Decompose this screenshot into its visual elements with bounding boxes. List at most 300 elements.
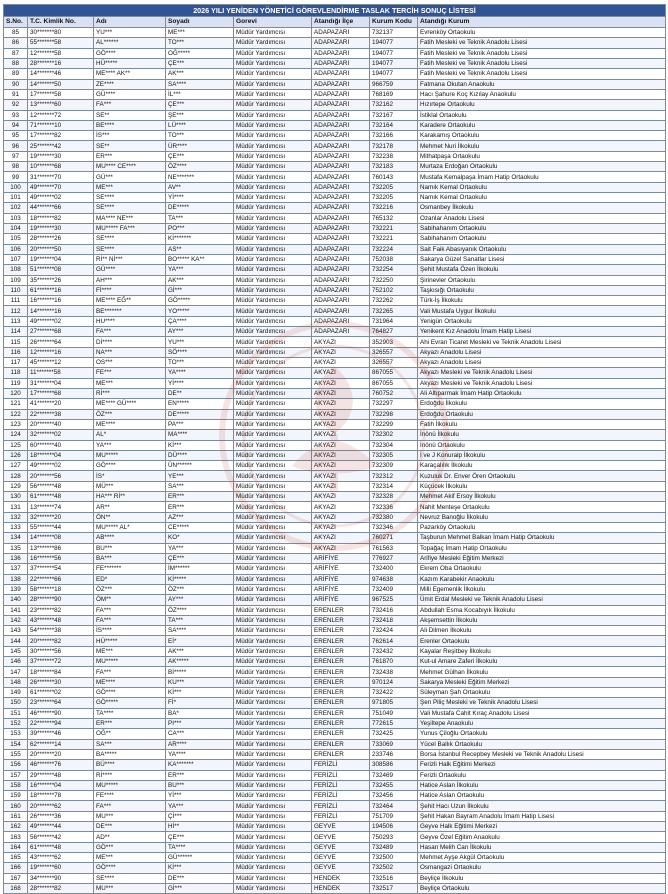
- cell-tc-no: 18*******84: [28, 667, 94, 677]
- cell-sno: 134: [4, 533, 28, 543]
- cell-name: AL*: [94, 430, 166, 440]
- cell-tc-no: 17*******58: [28, 89, 94, 99]
- cell-institution-code: 732314: [370, 481, 418, 491]
- cell-institution: Milli Egemenlik İlkokulu: [418, 584, 666, 594]
- cell-institution: Yunus Çiloğlu Ortaokulu: [418, 729, 666, 739]
- cell-institution-code: 732516: [370, 873, 418, 883]
- cell-institution: Taşburun Mehmet Balkan İmam Hatip Ortaokulu: [418, 533, 666, 543]
- cell-institution: Fatih İlkokulu: [418, 419, 666, 429]
- cell-name: MU***: [94, 811, 166, 821]
- cell-surname: ÇA****: [166, 316, 234, 326]
- cell-institution-code: 732137: [370, 28, 418, 38]
- cell-district: AKYAZI: [312, 440, 370, 450]
- cell-name: MU*****: [94, 780, 166, 790]
- cell-district: AKYAZI: [312, 461, 370, 471]
- cell-district: AKYAZI: [312, 543, 370, 553]
- cell-duty: Müdür Yardımcısı: [234, 863, 312, 873]
- cell-surname: ME***: [166, 28, 234, 38]
- cell-institution-code: 732380: [370, 512, 418, 522]
- cell-district: ADAPAZARI: [312, 120, 370, 130]
- cell-sno: 156: [4, 760, 28, 770]
- cell-name: FA***: [94, 615, 166, 625]
- cell-tc-no: 49*******44: [28, 822, 94, 832]
- table-row: [4, 296, 666, 306]
- cell-duty: Müdür Yardımcısı: [234, 430, 312, 440]
- cell-sno: 112: [4, 306, 28, 316]
- cell-name: MÜ***: [94, 481, 166, 491]
- cell-surname: ÜN******: [166, 461, 234, 471]
- cell-district: AKYAZI: [312, 533, 370, 543]
- cell-institution: Hatice Aslan Ortaokulu: [418, 791, 666, 801]
- cell-tc-no: 14*******46: [28, 69, 94, 79]
- cell-surname: ER***: [166, 492, 234, 502]
- cell-district: AKYAZI: [312, 388, 370, 398]
- cell-sno: 130: [4, 492, 28, 502]
- cell-duty: Müdür Yardımcısı: [234, 223, 312, 233]
- cell-tc-no: 10*******68: [28, 162, 94, 172]
- cell-duty: Müdür Yardımcısı: [234, 347, 312, 357]
- cell-duty: Müdür Yardımcısı: [234, 141, 312, 151]
- cell-surname: DÜ****: [166, 450, 234, 460]
- cell-sno: 152: [4, 718, 28, 728]
- cell-sno: 131: [4, 502, 28, 512]
- cell-name: FE****: [94, 791, 166, 801]
- cell-district: ADAPAZARI: [312, 58, 370, 68]
- cell-duty: Müdür Yardımcısı: [234, 48, 312, 58]
- cell-surname: TA****: [166, 842, 234, 852]
- cell-district: AKYAZI: [312, 523, 370, 533]
- cell-name: FA***: [94, 605, 166, 615]
- cell-tc-no: 49*******02: [28, 461, 94, 471]
- cell-institution-code: 732424: [370, 626, 418, 636]
- cell-institution: Mithatpaşa Ortaokulu: [418, 151, 666, 161]
- table-row: [4, 533, 666, 543]
- table-row: [4, 265, 666, 275]
- cell-institution-code: 762614: [370, 636, 418, 646]
- cell-surname: Yİ***: [166, 791, 234, 801]
- cell-sno: 123: [4, 419, 28, 429]
- cell-name: AH***: [94, 275, 166, 285]
- cell-institution: Sakarya Mesleki Eğitim Merkezi: [418, 677, 666, 687]
- cell-name: SE****: [94, 244, 166, 254]
- cell-duty: Müdür Yardımcısı: [234, 646, 312, 656]
- cell-district: ERENLER: [312, 646, 370, 656]
- cell-sno: 142: [4, 615, 28, 625]
- cell-sno: 97: [4, 151, 28, 161]
- cell-tc-no: 61*******48: [28, 842, 94, 852]
- cell-tc-no: 12*******16: [28, 347, 94, 357]
- cell-name: MU*****: [94, 657, 166, 667]
- cell-institution-code: 867055: [370, 378, 418, 388]
- cell-duty: Müdür Yardımcısı: [234, 564, 312, 574]
- table-row: [4, 275, 666, 285]
- table-row: [4, 172, 666, 182]
- cell-sno: 120: [4, 388, 28, 398]
- cell-surname: Gİ***: [166, 285, 234, 295]
- cell-name: FE***: [94, 368, 166, 378]
- cell-institution: Mehmet Nuri İlkokulu: [418, 141, 666, 151]
- cell-duty: Müdür Yardımcısı: [234, 471, 312, 481]
- cell-tc-no: 18*******78: [28, 791, 94, 801]
- cell-duty: Müdür Yardımcısı: [234, 636, 312, 646]
- cell-tc-no: 12*******58: [28, 48, 94, 58]
- cell-institution-code: 732265: [370, 306, 418, 316]
- cell-surname: DE**: [166, 388, 234, 398]
- cell-institution-code: 194077: [370, 58, 418, 68]
- cell-name: AL******: [94, 38, 166, 48]
- cell-institution: Yenigün Ortaokulu: [418, 316, 666, 326]
- cell-sno: 94: [4, 120, 28, 130]
- cell-duty: Müdür Yardımcısı: [234, 244, 312, 254]
- cell-institution: Osmangazi Ortaokulu: [418, 863, 666, 873]
- cell-duty: Müdür Yardımcısı: [234, 739, 312, 749]
- column-header-institution: Atandığı Kurum: [418, 17, 666, 28]
- cell-tc-no: 31*******04: [28, 378, 94, 388]
- cell-duty: Müdür Yardımcısı: [234, 38, 312, 48]
- cell-district: ADAPAZARI: [312, 296, 370, 306]
- cell-surname: GÜ******: [166, 853, 234, 863]
- table-row: [4, 327, 666, 337]
- cell-name: ED*: [94, 574, 166, 584]
- cell-tc-no: 22*******94: [28, 718, 94, 728]
- cell-sno: 93: [4, 110, 28, 120]
- cell-institution-code: 732250: [370, 275, 418, 285]
- table-row: [4, 739, 666, 749]
- cell-surname: ÇE***: [166, 58, 234, 68]
- cell-institution-code: 732205: [370, 182, 418, 192]
- table-row: [4, 605, 666, 615]
- cell-name: GÖ****: [94, 48, 166, 58]
- cell-district: GEYVE: [312, 863, 370, 873]
- cell-institution: İnönü Ortaokulu: [418, 440, 666, 450]
- cell-name: GÖ****: [94, 688, 166, 698]
- cell-surname: ŞE***: [166, 110, 234, 120]
- cell-institution-code: 732167: [370, 110, 418, 120]
- cell-tc-no: 37*******54: [28, 564, 94, 574]
- cell-surname: KO*: [166, 533, 234, 543]
- cell-tc-no: 49*******70: [28, 182, 94, 192]
- cell-institution-code: 974638: [370, 574, 418, 584]
- cell-sno: 145: [4, 646, 28, 656]
- cell-duty: Müdür Yardımcısı: [234, 822, 312, 832]
- cell-tc-no: 39*******46: [28, 729, 94, 739]
- cell-name: İS***: [94, 131, 166, 141]
- cell-sno: 117: [4, 358, 28, 368]
- table-row: [4, 770, 666, 780]
- cell-surname: AS**: [166, 244, 234, 254]
- cell-surname: AZ***: [166, 512, 234, 522]
- cell-district: ADAPAZARI: [312, 234, 370, 244]
- cell-tc-no: 13*******74: [28, 502, 94, 512]
- cell-institution: Akşemsettin İlkokulu: [418, 615, 666, 625]
- cell-duty: Müdür Yardımcısı: [234, 327, 312, 337]
- cell-tc-no: 17*******68: [28, 388, 94, 398]
- cell-name: OS***: [94, 358, 166, 368]
- cell-sno: 101: [4, 193, 28, 203]
- column-header-institution-code: Kurum Kodu: [370, 17, 418, 28]
- cell-name: ME***: [94, 182, 166, 192]
- cell-district: AKYAZI: [312, 378, 370, 388]
- cell-name: ÖZ***: [94, 409, 166, 419]
- table-row: [4, 564, 666, 574]
- cell-sno: 104: [4, 223, 28, 233]
- cell-surname: PO***: [166, 223, 234, 233]
- table-row: [4, 863, 666, 873]
- cell-tc-no: 14*******50: [28, 79, 94, 89]
- cell-duty: Müdür Yardımcısı: [234, 409, 312, 419]
- cell-institution: Mehmet Ayşe Akgül Ortaokulu: [418, 853, 666, 863]
- table-row: [4, 677, 666, 687]
- cell-institution: Borsa İstanbul Recepbey Mesleki ve Teknik Anadolu Lisesi: [418, 749, 666, 759]
- cell-institution: Hasan Melih Can İlkokulu: [418, 842, 666, 852]
- cell-duty: Müdür Yardımcısı: [234, 131, 312, 141]
- cell-sno: 139: [4, 584, 28, 594]
- column-header-duty: Gorevi: [234, 17, 312, 28]
- cell-institution-code: 732469: [370, 770, 418, 780]
- cell-surname: Kİ***: [166, 863, 234, 873]
- cell-district: AKYAZI: [312, 347, 370, 357]
- cell-surname: OĞ*****: [166, 48, 234, 58]
- cell-institution-code: 732489: [370, 842, 418, 852]
- cell-duty: Müdür Yardımcısı: [234, 801, 312, 811]
- cell-institution-code: 732297: [370, 399, 418, 409]
- cell-duty: Müdür Yardımcısı: [234, 667, 312, 677]
- cell-surname: DE*****: [166, 203, 234, 213]
- cell-institution-code: 308586: [370, 760, 418, 770]
- cell-surname: SA****: [166, 79, 234, 89]
- cell-tc-no: 28*******26: [28, 234, 94, 244]
- cell-name: MA**** NE***: [94, 213, 166, 223]
- cell-institution-code: 772615: [370, 718, 418, 728]
- cell-surname: YA****: [166, 368, 234, 378]
- cell-sno: 114: [4, 327, 28, 337]
- cell-institution-code: 732456: [370, 791, 418, 801]
- cell-district: ARİFİYE: [312, 595, 370, 605]
- cell-tc-no: 55*******44: [28, 523, 94, 533]
- cell-sno: 107: [4, 254, 28, 264]
- cell-name: FA***: [94, 100, 166, 110]
- table-row: [4, 89, 666, 99]
- cell-institution: Fatmana Okutan Anaokulu: [418, 79, 666, 89]
- cell-surname: TO***: [166, 358, 234, 368]
- cell-institution-code: 760143: [370, 172, 418, 182]
- cell-tc-no: 71*******10: [28, 120, 94, 130]
- cell-duty: Müdür Yardımcısı: [234, 553, 312, 563]
- cell-name: Dİ****: [94, 337, 166, 347]
- cell-name: İS*: [94, 471, 166, 481]
- cell-district: ADAPAZARI: [312, 182, 370, 192]
- cell-name: GÖ****: [94, 461, 166, 471]
- cell-institution-code: 732183: [370, 162, 418, 172]
- cell-institution-code: 732502: [370, 863, 418, 873]
- cell-institution: Mehmet Akif Ersoy İlkokulu: [418, 492, 666, 502]
- cell-sno: 124: [4, 430, 28, 440]
- cell-surname: TA***: [166, 213, 234, 223]
- cell-duty: Müdür Yardımcısı: [234, 285, 312, 295]
- cell-name: HA*** Rİ**: [94, 492, 166, 502]
- cell-surname: Yİ****: [166, 378, 234, 388]
- cell-sno: 125: [4, 440, 28, 450]
- cell-sno: 90: [4, 79, 28, 89]
- cell-duty: Müdür Yardımcısı: [234, 316, 312, 326]
- cell-tc-no: 61*******48: [28, 492, 94, 502]
- cell-duty: Müdür Yardımcısı: [234, 760, 312, 770]
- cell-district: ADAPAZARI: [312, 38, 370, 48]
- cell-name: BA***: [94, 553, 166, 563]
- cell-sno: 115: [4, 337, 28, 347]
- cell-institution-code: 768169: [370, 89, 418, 99]
- cell-institution: Şehit Hacı Uzun İlkokulu: [418, 801, 666, 811]
- table-row: [4, 378, 666, 388]
- cell-sno: 150: [4, 698, 28, 708]
- cell-tc-no: 54*******38: [28, 626, 94, 636]
- cell-tc-no: 35*******26: [28, 275, 94, 285]
- cell-surname: KU***: [166, 677, 234, 687]
- list-title: 2026 YILI YENİDEN YÖNETİCİ GÖREVLENDİRME TASLAK TERCİH SONUÇ LİSTESİ: [4, 5, 666, 17]
- table-row: [4, 791, 666, 801]
- cell-duty: Müdür Yardımcısı: [234, 615, 312, 625]
- cell-surname: Bİ*****: [166, 667, 234, 677]
- cell-name: YU***: [94, 28, 166, 38]
- cell-surname: AR****: [166, 739, 234, 749]
- cell-institution-code: 776927: [370, 553, 418, 563]
- cell-sno: 122: [4, 409, 28, 419]
- cell-surname: İL***: [166, 89, 234, 99]
- cell-tc-no: 30*******80: [28, 28, 94, 38]
- cell-tc-no: 16*******56: [28, 553, 94, 563]
- cell-institution: Hızırtepe Ortaokulu: [418, 100, 666, 110]
- cell-district: AKYAZI: [312, 409, 370, 419]
- cell-sno: 102: [4, 203, 28, 213]
- cell-sno: 162: [4, 822, 28, 832]
- cell-name: SA***: [94, 739, 166, 749]
- cell-name: AD**: [94, 832, 166, 842]
- cell-institution-code: 732517: [370, 883, 418, 893]
- cell-institution-code: 732400: [370, 564, 418, 574]
- table-row: [4, 832, 666, 842]
- cell-duty: Müdür Yardımcısı: [234, 172, 312, 182]
- cell-surname: YA***: [166, 801, 234, 811]
- column-header-surname: Soyadı: [166, 17, 234, 28]
- table-row: [4, 100, 666, 110]
- cell-institution-code: 765132: [370, 213, 418, 223]
- cell-name: FE*******: [94, 564, 166, 574]
- cell-tc-no: 23*******82: [28, 605, 94, 615]
- column-header-district: Atandığı İlçe: [312, 17, 370, 28]
- cell-tc-no: 62*******14: [28, 739, 94, 749]
- table-row: [4, 883, 666, 893]
- cell-district: ADAPAZARI: [312, 151, 370, 161]
- cell-sno: 168: [4, 883, 28, 893]
- cell-surname: ER***: [166, 770, 234, 780]
- cell-institution-code: 970124: [370, 677, 418, 687]
- cell-district: ADAPAZARI: [312, 141, 370, 151]
- table-row: [4, 708, 666, 718]
- cell-institution: Beyliçe İlkokulu: [418, 873, 666, 883]
- cell-institution: Geyve Özel Eğitim Anaokulu: [418, 832, 666, 842]
- cell-institution: Nevruz Banoğlu İlkokulu: [418, 512, 666, 522]
- table-row: [4, 399, 666, 409]
- cell-district: ERENLER: [312, 688, 370, 698]
- cell-institution: Abdullah Esma Kocabıyık İlkokulu: [418, 605, 666, 615]
- cell-institution: Ali Altıparmak İmam Hatip Ortaokulu: [418, 388, 666, 398]
- cell-duty: Müdür Yardımcısı: [234, 399, 312, 409]
- table-row: [4, 110, 666, 120]
- cell-institution: Türk-İş İlkokulu: [418, 296, 666, 306]
- cell-tc-no: 25*******42: [28, 141, 94, 151]
- cell-duty: Müdür Yardımcısı: [234, 657, 312, 667]
- cell-surname: AK***: [166, 646, 234, 656]
- cell-duty: Müdür Yardımcısı: [234, 688, 312, 698]
- cell-sno: 119: [4, 378, 28, 388]
- cell-tc-no: 31*******70: [28, 172, 94, 182]
- cell-institution: Akyazı Mesleki ve Teknik Anadolu Lisesi: [418, 378, 666, 388]
- cell-institution-code: 750293: [370, 832, 418, 842]
- cell-sno: 109: [4, 275, 28, 285]
- table-row: [4, 419, 666, 429]
- cell-duty: Müdür Yardımcısı: [234, 584, 312, 594]
- cell-district: ADAPAZARI: [312, 162, 370, 172]
- cell-sno: 86: [4, 38, 28, 48]
- cell-institution: Taşkısığı Ortaokulu: [418, 285, 666, 295]
- cell-tc-no: 20*******82: [28, 636, 94, 646]
- cell-institution: Ümit Erdal Mesleki ve Teknik Anadolu Lisesi: [418, 595, 666, 605]
- cell-district: FERİZLİ: [312, 791, 370, 801]
- cell-name: MU***** AL*: [94, 523, 166, 533]
- cell-tc-no: 56*******42: [28, 832, 94, 842]
- cell-institution-code: 732302: [370, 430, 418, 440]
- cell-institution: Fatih Mesleki ve Teknik Anadolu Lisesi: [418, 69, 666, 79]
- cell-duty: Müdür Yardımcısı: [234, 708, 312, 718]
- cell-surname: AY***: [166, 595, 234, 605]
- cell-name: ME***: [94, 646, 166, 656]
- cell-district: ERENLER: [312, 615, 370, 625]
- cell-institution: Namık Kemal Ortaokulu: [418, 182, 666, 192]
- cell-district: AKYAZI: [312, 419, 370, 429]
- table-row: [4, 141, 666, 151]
- cell-duty: Müdür Yardımcısı: [234, 523, 312, 533]
- cell-name: SE****: [94, 203, 166, 213]
- cell-tc-no: 28*******90: [28, 595, 94, 605]
- cell-surname: Çİ***: [166, 811, 234, 821]
- cell-duty: Müdür Yardımcısı: [234, 203, 312, 213]
- cell-institution-code: 732455: [370, 780, 418, 790]
- cell-tc-no: 56*******48: [28, 481, 94, 491]
- cell-name: ER***: [94, 718, 166, 728]
- cell-duty: Müdür Yardımcısı: [234, 698, 312, 708]
- cell-surname: Kİ*****: [166, 574, 234, 584]
- cell-sno: 110: [4, 285, 28, 295]
- cell-district: AKYAZI: [312, 358, 370, 368]
- cell-sno: 127: [4, 461, 28, 471]
- cell-district: ADAPAZARI: [312, 327, 370, 337]
- cell-tc-no: 13*******86: [28, 543, 94, 553]
- cell-tc-no: 37*******72: [28, 657, 94, 667]
- cell-duty: Müdür Yardımcısı: [234, 120, 312, 130]
- cell-name: BA*****: [94, 749, 166, 759]
- cell-institution-code: 731964: [370, 316, 418, 326]
- cell-sno: 149: [4, 688, 28, 698]
- cell-surname: SA***: [166, 481, 234, 491]
- cell-institution: Arifiye Mesleki Eğitim Merkezi: [418, 553, 666, 563]
- cell-institution-code: 732336: [370, 502, 418, 512]
- cell-duty: Müdür Yardımcısı: [234, 306, 312, 316]
- cell-surname: AK*****: [166, 657, 234, 667]
- cell-name: Fİ****: [94, 285, 166, 295]
- cell-institution: Erenler Ortaokulu: [418, 636, 666, 646]
- cell-sno: 138: [4, 574, 28, 584]
- cell-name: SE****: [94, 193, 166, 203]
